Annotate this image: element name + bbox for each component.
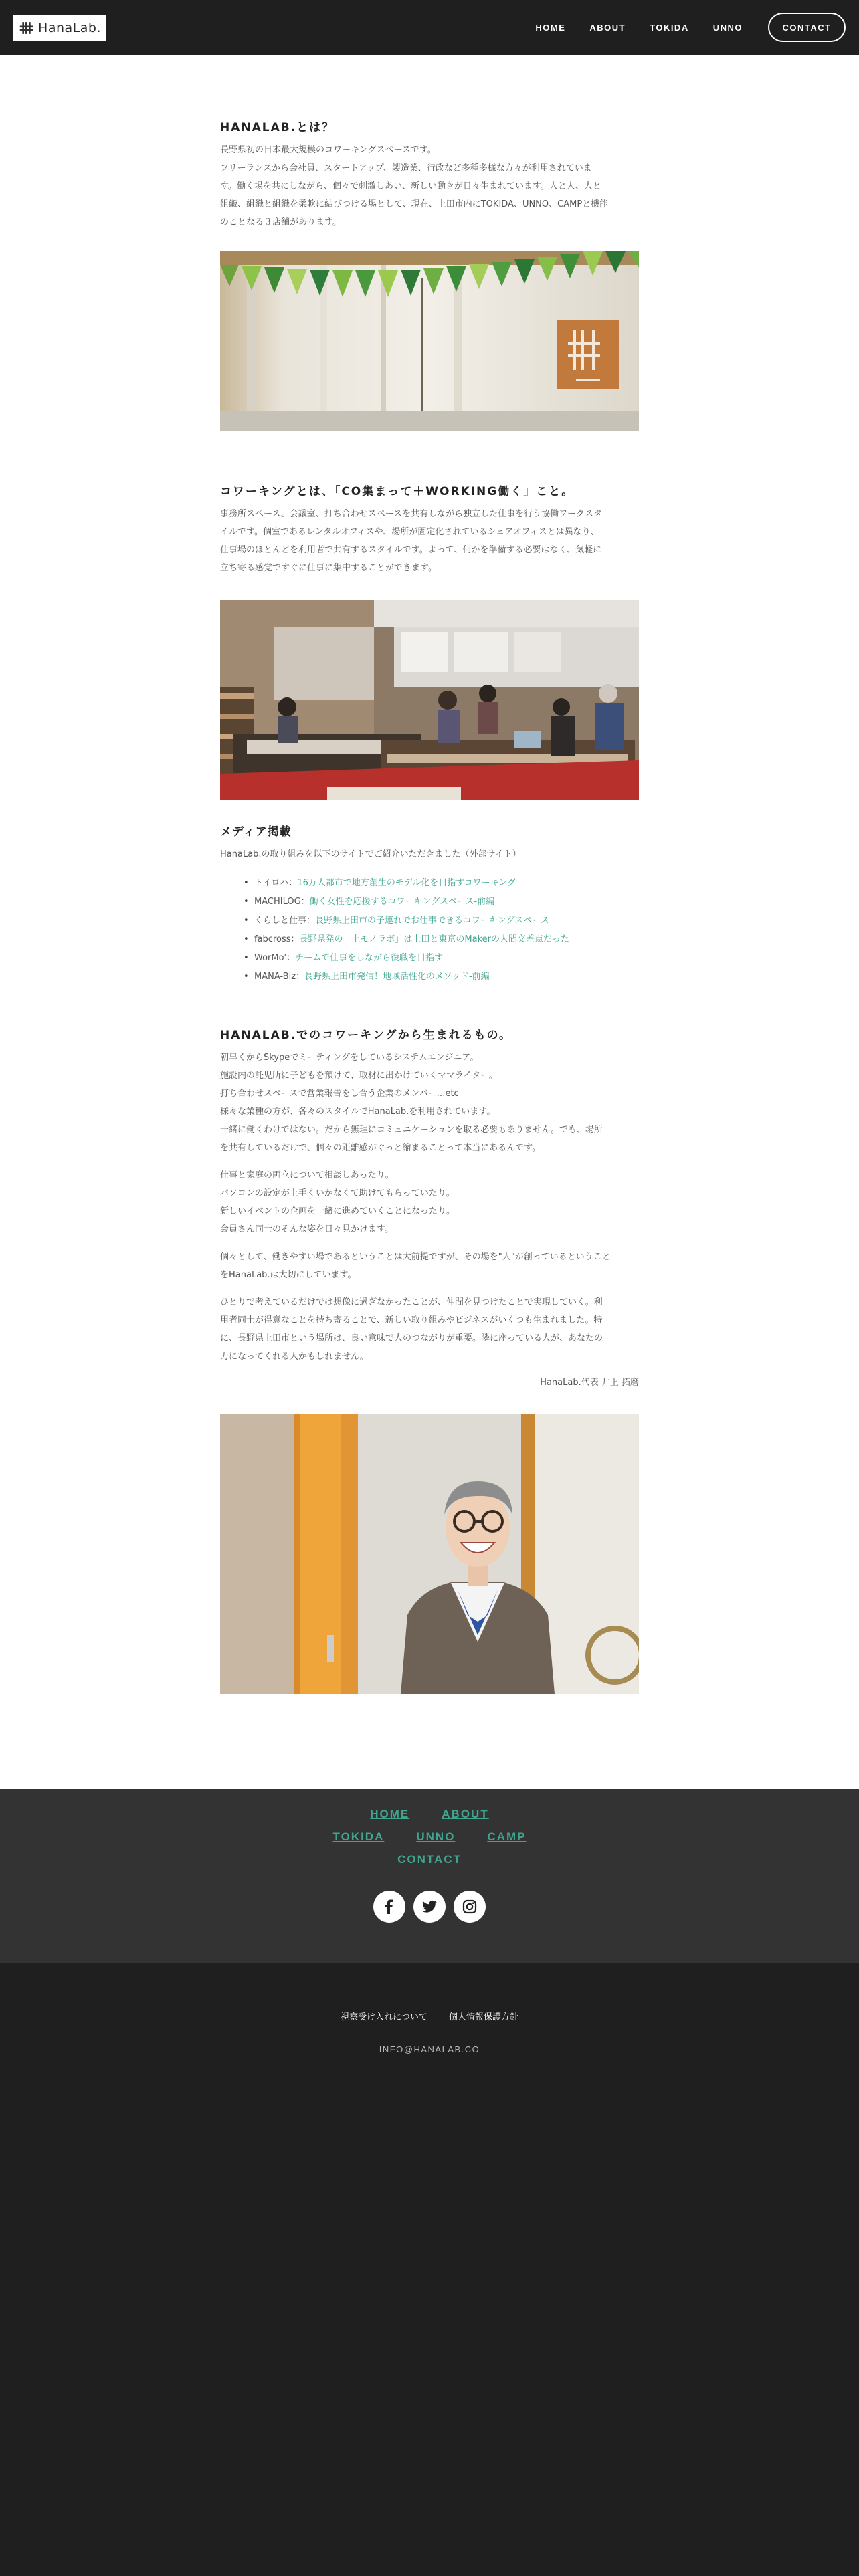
about-line: フリーランスから会社員、スタートアップ、製造業、行政など多種多様な方々が利用されていま [220,163,592,173]
footer-nav-home[interactable]: HOME [370,1808,410,1820]
media-list-item [244,874,639,893]
hanalab-logo-mark-icon [19,19,34,37]
media-link[interactable]: 長野県発の「上モノラボ」は上田と東京のMakerの人間交差点だった [299,934,569,944]
media-intro: HanaLab.の取り組みを以下のサイトでご紹介いただきました（外部サイト） [220,849,521,859]
born-line: 新しいイベントの企画を一緒に進めていくことになったり。 [220,1206,456,1216]
main-nav [511,0,846,55]
coworking-space-photo [220,251,639,431]
born-line: 仕事と家庭の両立について相談しあったり。 [220,1170,394,1180]
footer-nav-area [0,1789,859,1963]
born-title: HANALAB.でのコワーキングから生まれるもの。 [220,1029,512,1042]
footer-nav-unno[interactable]: UNNO [416,1830,456,1843]
about-line: 長野県初の日本最大規模のコワーキングスペースです。 [220,145,436,155]
facebook-button[interactable] [373,1891,405,1923]
about-title: HANALAB.とは？ [220,121,335,134]
about-line: 組織、組織と組織を柔軟に結びつける場として、現在、上田市内にTOKIDA、UNNO、CAMPと機能 [220,199,609,209]
coworking-line: 立ち寄る感覚ですぐに仕事に集中することができます。 [220,563,437,573]
media-source: MACHILOG： [254,897,310,907]
born-line: 力になってくれる人かもしれません。 [220,1352,369,1362]
instagram-icon [462,1899,477,1914]
born-line: ひとりで考えているだけでは想像に過ぎなかったことが、仲間を見つけたことで実現していく。利 [220,1297,603,1307]
twitter-icon [421,1899,438,1915]
footer-nav-tokida[interactable]: TOKIDA [332,1830,385,1843]
media-list-item [244,930,639,949]
nav-home[interactable]: HOME [535,22,566,33]
born-paragraph-3 [220,1248,639,1284]
coworking-line: イルです。個室であるレンタルオフィスや、場所が固定化されているシェアオフィスとは異なり、 [220,527,599,537]
born-line: 施設内の託児所に子どもを預けて、取材に出かけていくママライター。 [220,1071,498,1081]
media-source: トイロハ： [254,878,298,888]
site-footer [0,1963,859,2576]
footer-nav-row [0,1808,859,1821]
media-link[interactable]: 働く女性を応援するコワーキングスペース-前編 [309,897,495,907]
about-paragraph [220,141,639,231]
about-line: す。働く場を共にしながら、個々で刺激しあい、新しい動きが日々生まれています。人と人、人と [220,181,601,191]
footer-nav-contact[interactable]: CONTACT [397,1853,462,1866]
visit-acceptance-link[interactable]: 視察受け入れについて [341,2012,427,2022]
representative-signature: HanaLab.代表 井上 拓磨 [540,1378,639,1388]
born-line: 会員さん同士のそんな姿を日々見かけます。 [220,1224,393,1235]
coworking-paragraph [220,505,639,577]
representative-portrait-photo [220,1414,639,1694]
media-link[interactable]: 16万人都市で地方創生のモデル化を目指すコワーキング [297,878,516,888]
footer-nav-about[interactable]: ABOUT [442,1808,489,1820]
media-link[interactable]: チームで仕事をしながら復職を目指す [295,953,444,963]
hanalab-logo[interactable] [13,15,106,41]
media-link[interactable]: 長野県上田市発信！地域活性化のメソッド-前編 [304,972,490,982]
born-line: 用者同士が得意なことを持ち寄ることで、新しい取り組みやビジネスがいくつも生まれました。特 [220,1315,603,1325]
born-line: 朝早くからSkypeでミーティングをしているシステムエンジニア。 [220,1053,479,1063]
coworking-line: 仕事場のほとんどを利用者で共有するスタイルです。よって、何かを準備する必要はなく、気軽に [220,545,602,555]
born-line: 個々として、働きやすい場であるということは大前提ですが、その場を"人"が創っているということ [220,1252,611,1262]
media-link[interactable]: 長野県上田市の子連れでお仕事できるコワーキングスペース [315,916,549,926]
nav-tokida[interactable]: TOKIDA [650,22,689,33]
site-header [0,0,859,55]
born-paragraph-1 [220,1049,639,1157]
born-paragraph-4 [220,1293,639,1366]
hanalab-sign [557,320,619,389]
media-source: WorMo'： [254,953,296,963]
born-line: パソコンの設定が上手くいかなくて助けてもらっていたり。 [220,1188,455,1198]
media-list-item [244,911,639,930]
privacy-policy-link[interactable]: 個人情報保護方針 [448,2012,518,2022]
people-working-photo [220,600,639,800]
born-line: 打ち合わせスペースで営業報告をし合う企業のメンバー…etc [220,1089,459,1099]
coworking-title: コワーキングとは、「CO集まって＋WORKING働く」こと。 [220,485,575,498]
coworking-line: 事務所スペース、会議室、打ち合わせスペースを共有しながら独立した仕事を行う協働ワークスタ [220,509,602,519]
media-list-item [244,968,639,986]
born-line: 様々な業種の方が、各々のスタイルでHanaLab.を利用されています。 [220,1107,496,1117]
born-line: 一緒に働くわけではない。だから無理にコミュニケーションを取る必要もありません。でも、場所 [220,1125,603,1135]
media-source: fabcross： [254,934,300,944]
media-source: MANA-Biz： [254,972,305,982]
media-list-item [244,949,639,968]
born-paragraph-2 [220,1166,639,1239]
instagram-button[interactable] [454,1891,486,1923]
legal-links [0,2010,859,2022]
nav-about[interactable]: ABOUT [589,22,626,33]
nav-unno[interactable]: UNNO [712,22,743,33]
footer-nav-row [0,1830,859,1844]
about-line: のことなる３店舗があります。 [220,217,341,227]
media-title: メディア掲載 [220,825,292,839]
contact-email[interactable]: INFO@HANALAB.CO [379,2044,480,2054]
media-list [244,874,639,986]
twitter-button[interactable] [413,1891,446,1923]
media-list-item [244,893,639,911]
footer-nav-camp[interactable]: CAMP [487,1830,527,1843]
logo-text: HanaLab. [38,21,101,35]
social-links [0,1891,859,1923]
footer-nav-row [0,1853,859,1866]
media-source: くらしと仕事： [254,916,316,926]
main-content [220,118,639,1694]
born-line: を共有しているだけで、個々の距離感がぐっと縮まることって本当にあるんです。 [220,1143,541,1153]
born-line: に、長野県上田市という場所は、良い意味で人のつながりが重要。隣に座っている人が、あなたの [220,1333,603,1344]
nav-contact-button[interactable]: CONTACT [768,13,846,42]
born-line: をHanaLab.は大切にしています。 [220,1270,357,1280]
facebook-icon [382,1899,397,1914]
